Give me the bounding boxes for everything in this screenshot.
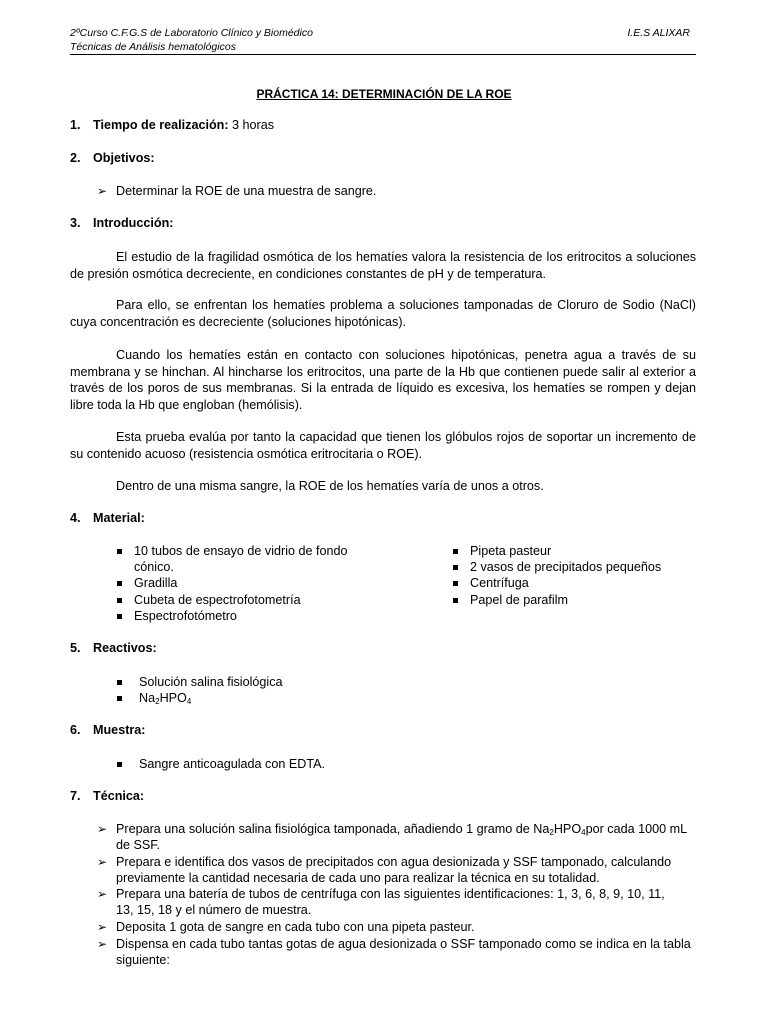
material-item: Pipeta pasteur — [470, 544, 552, 558]
sample-item: Sangre anticoagulada con EDTA. — [139, 757, 325, 771]
header-divider — [70, 54, 696, 55]
arrow-bullet-icon: ➢ — [97, 184, 108, 198]
square-bullet-icon — [117, 598, 122, 603]
reagent-item: Solución salina fisiológica — [139, 675, 283, 689]
header-course: 2ºCurso C.F.G.S de Laboratorio Clínico y Biomédico — [70, 27, 313, 39]
section-5-heading: 5. Reactivos: — [70, 641, 157, 655]
header-subject: Técnicas de Análisis hematológicos — [70, 41, 236, 53]
duration-value: 3 horas — [232, 118, 275, 132]
square-bullet-icon — [117, 581, 122, 586]
square-bullet-icon — [117, 549, 122, 554]
arrow-bullet-icon: ➢ — [97, 887, 108, 901]
material-item: 2 vasos de precipitados pequeños — [470, 560, 662, 574]
material-item: Centrífuga — [470, 576, 529, 590]
square-bullet-icon — [453, 581, 458, 586]
material-item: Papel de parafilm — [470, 593, 569, 607]
material-item: Espectrofotómetro — [134, 609, 237, 623]
intro-paragraph-5: Dentro de una misma sangre, la ROE de los hematíes varía de unos a otros. — [116, 479, 544, 493]
material-item: Cubeta de espectrofotometría — [134, 593, 301, 607]
section-1-heading: 1. Tiempo de realización: 3 horas — [70, 118, 275, 132]
intro-paragraph-1: El estudio de la fragilidad osmótica de los hematíes valora la resistencia de los eritrocitos a soluciones de presión osmótica decreciente, en condiciones constantes de pH y de temperatura. — [70, 250, 696, 281]
section-2-heading: 2. Objetivos: — [70, 151, 155, 165]
square-bullet-icon — [117, 680, 122, 685]
arrow-bullet-icon: ➢ — [97, 937, 108, 951]
square-bullet-icon — [453, 565, 458, 570]
square-bullet-icon — [117, 696, 122, 701]
intro-paragraph-2: Para ello, se enfrentan los hematíes problema a soluciones tamponadas de Cloruro de Sodio (NaCl) cuya concentración es decreciente (soluciones hipotónicas). — [70, 298, 696, 329]
technique-step-1: Prepara una solución salina fisiológica tamponada, añadiendo 1 gramo de $Na_2HPO_4por$ cada 1000 mL — [116, 822, 688, 837]
technique-step-5-continued: siguiente: — [116, 953, 170, 967]
arrow-bullet-icon: ➢ — [97, 920, 108, 934]
square-bullet-icon — [117, 762, 122, 767]
section-4-heading: 4. Material: — [70, 511, 145, 525]
page-title: PRÁCTICA 14: DETERMINACIÓN DE LA ROE — [256, 87, 512, 101]
material-item: 10 tubos de ensayo de vidrio de fondo — [134, 544, 348, 558]
section-6-heading: 6. Muestra: — [70, 723, 146, 737]
technique-step-2-continued: previamente la cantidad necesaria de cada uno para realizar la técnica en su totalidad. — [116, 871, 600, 885]
square-bullet-icon — [117, 614, 122, 619]
header-school: I.E.S ALIXAR — [627, 27, 690, 39]
technique-step-4: Deposita 1 gota de sangre en cada tubo con una pipeta pasteur. — [116, 920, 475, 934]
material-item-continued: cónico. — [134, 560, 174, 574]
intro-paragraph-4: Esta prueba evalúa por tanto la capacidad que tienen los glóbulos rojos de soportar un incremento de su contenido acuoso (resistencia osmótica eritrocitaria o ROE). — [70, 430, 696, 461]
technique-step-1-continued: de SSF. — [116, 838, 161, 852]
page-header — [70, 26, 696, 54]
arrow-bullet-icon: ➢ — [97, 855, 108, 869]
reagent-item: $Na_2HPO_4$ — [139, 691, 192, 706]
material-item: Gradilla — [134, 576, 178, 590]
arrow-bullet-icon: ➢ — [97, 822, 108, 836]
section-3-heading: 3. Introducción: — [70, 216, 174, 230]
square-bullet-icon — [453, 549, 458, 554]
objective-item: Determinar la ROE de una muestra de sangre. — [116, 184, 377, 198]
intro-paragraph-3: Cuando los hematíes están en contacto con soluciones hipotónicas, penetra agua a través de su membrana y se hinchan. Al hincharse los eritrocitos, una parte de la Hb que contienen puede salir al exterior a través de los poros de sus membranas. Si la entrada de líquido es excesiva, los hematíes se rompen y dejan libre toda la Hb que engloban (hemólisis). — [70, 348, 696, 412]
section-7-heading: 7. Técnica: — [70, 789, 145, 803]
technique-step-3-continued: 13, 15, 18 y el número de muestra. — [116, 903, 312, 917]
technique-step-2: Prepara e identifica dos vasos de precipitados con agua desionizada y SSF tamponado, calculando — [116, 855, 672, 869]
technique-step-5: Dispensa en cada tubo tantas gotas de agua desionizada o SSF tamponado como se indica en la tabla — [116, 937, 691, 951]
square-bullet-icon — [453, 598, 458, 603]
technique-step-3: Prepara una batería de tubos de centrífuga con las siguientes identificaciones: 1, 3, 6, 8, 9, 10, 11, — [116, 887, 665, 901]
